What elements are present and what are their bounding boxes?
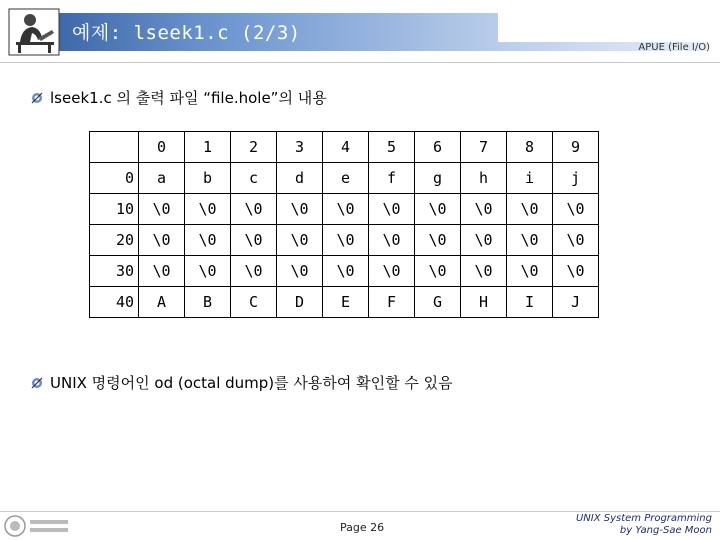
table-cell: \0 — [415, 225, 461, 256]
table-column-header: 4 — [323, 132, 369, 163]
table-cell: A — [139, 287, 185, 318]
bullet-item-1 — [30, 87, 327, 108]
table-column-header: 1 — [185, 132, 231, 163]
table-column-header: 7 — [461, 132, 507, 163]
table-cell: \0 — [369, 194, 415, 225]
table-cell: \0 — [185, 225, 231, 256]
table-cell: \0 — [461, 194, 507, 225]
table-cell: \0 — [415, 256, 461, 287]
table-cell: D — [277, 287, 323, 318]
table-cell: h — [461, 163, 507, 194]
table-cell: J — [553, 287, 599, 318]
table-cell: \0 — [369, 256, 415, 287]
table-cell: \0 — [277, 225, 323, 256]
title-banner — [0, 0, 720, 62]
table-row — [90, 256, 599, 287]
table-cell: \0 — [369, 225, 415, 256]
bullet-icon — [30, 376, 44, 390]
table-row — [90, 287, 599, 318]
table-cell: g — [415, 163, 461, 194]
table-column-header: 2 — [231, 132, 277, 163]
table-column-header: 5 — [369, 132, 415, 163]
page-title: 예제: lseek1.c (2/3) — [72, 22, 301, 44]
table-cell: e — [323, 163, 369, 194]
table-row-header: 0 — [90, 163, 139, 194]
table-cell: \0 — [507, 225, 553, 256]
table-cell: H — [461, 287, 507, 318]
table-cell: \0 — [461, 225, 507, 256]
table-cell: E — [323, 287, 369, 318]
table-cell: \0 — [231, 194, 277, 225]
table-column-header: 9 — [553, 132, 599, 163]
footer-author: by Yang-Sae Moon — [619, 525, 712, 536]
table-cell: G — [415, 287, 461, 318]
table-row — [90, 194, 599, 225]
footer-course-info — [576, 513, 712, 537]
bullet-text-2: UNIX 명령어인 od (octal dump)를 사용하여 확인할 수 있음 — [50, 374, 453, 392]
table-cell: \0 — [139, 256, 185, 287]
table-cell: b — [185, 163, 231, 194]
table-cell: f — [369, 163, 415, 194]
table-cell: \0 — [277, 194, 323, 225]
table-row-header: 40 — [90, 287, 139, 318]
table-cell: \0 — [277, 256, 323, 287]
table-cell: B — [185, 287, 231, 318]
table-cell: C — [231, 287, 277, 318]
bullet-item-2 — [30, 372, 453, 393]
table-cell: \0 — [323, 194, 369, 225]
table-cell: \0 — [553, 256, 599, 287]
table-cell: \0 — [231, 256, 277, 287]
bullet-text-1: lseek1.c 의 출력 파일 “file.hole”의 내용 — [50, 89, 327, 107]
header-divider — [0, 62, 720, 63]
footer-course-title: UNIX System Programming — [575, 513, 712, 524]
table-cell: I — [507, 287, 553, 318]
table-corner-cell — [90, 132, 139, 163]
table-column-header: 6 — [415, 132, 461, 163]
table-cell: d — [277, 163, 323, 194]
table-cell: \0 — [461, 256, 507, 287]
table-column-header: 3 — [277, 132, 323, 163]
table-row-header: 10 — [90, 194, 139, 225]
table-cell: j — [553, 163, 599, 194]
bullet-icon — [30, 91, 44, 105]
table-cell: \0 — [507, 256, 553, 287]
table-cell: \0 — [185, 194, 231, 225]
university-emblem-icon — [2, 513, 72, 539]
table-cell: c — [231, 163, 277, 194]
table-column-header: 0 — [139, 132, 185, 163]
page-number: Page 26 — [340, 521, 385, 534]
table-cell: F — [369, 287, 415, 318]
table-cell: \0 — [553, 194, 599, 225]
header-course-label: APUE (File I/O) — [638, 42, 710, 53]
table-row-header: 20 — [90, 225, 139, 256]
table-cell: \0 — [185, 256, 231, 287]
file-content-table — [89, 131, 599, 318]
table-row — [90, 225, 599, 256]
person-at-desk-icon — [8, 8, 60, 56]
table-cell: i — [507, 163, 553, 194]
table-row-header: 30 — [90, 256, 139, 287]
table-cell: \0 — [231, 225, 277, 256]
table-cell: \0 — [323, 256, 369, 287]
table-cell: \0 — [139, 194, 185, 225]
table-cell: \0 — [415, 194, 461, 225]
table-cell: a — [139, 163, 185, 194]
table-row — [90, 163, 599, 194]
table-column-header: 8 — [507, 132, 553, 163]
table-header-row — [90, 132, 599, 163]
table-cell: \0 — [507, 194, 553, 225]
table-cell: \0 — [139, 225, 185, 256]
table-cell: \0 — [553, 225, 599, 256]
footer-divider — [0, 511, 720, 512]
table-cell: \0 — [323, 225, 369, 256]
